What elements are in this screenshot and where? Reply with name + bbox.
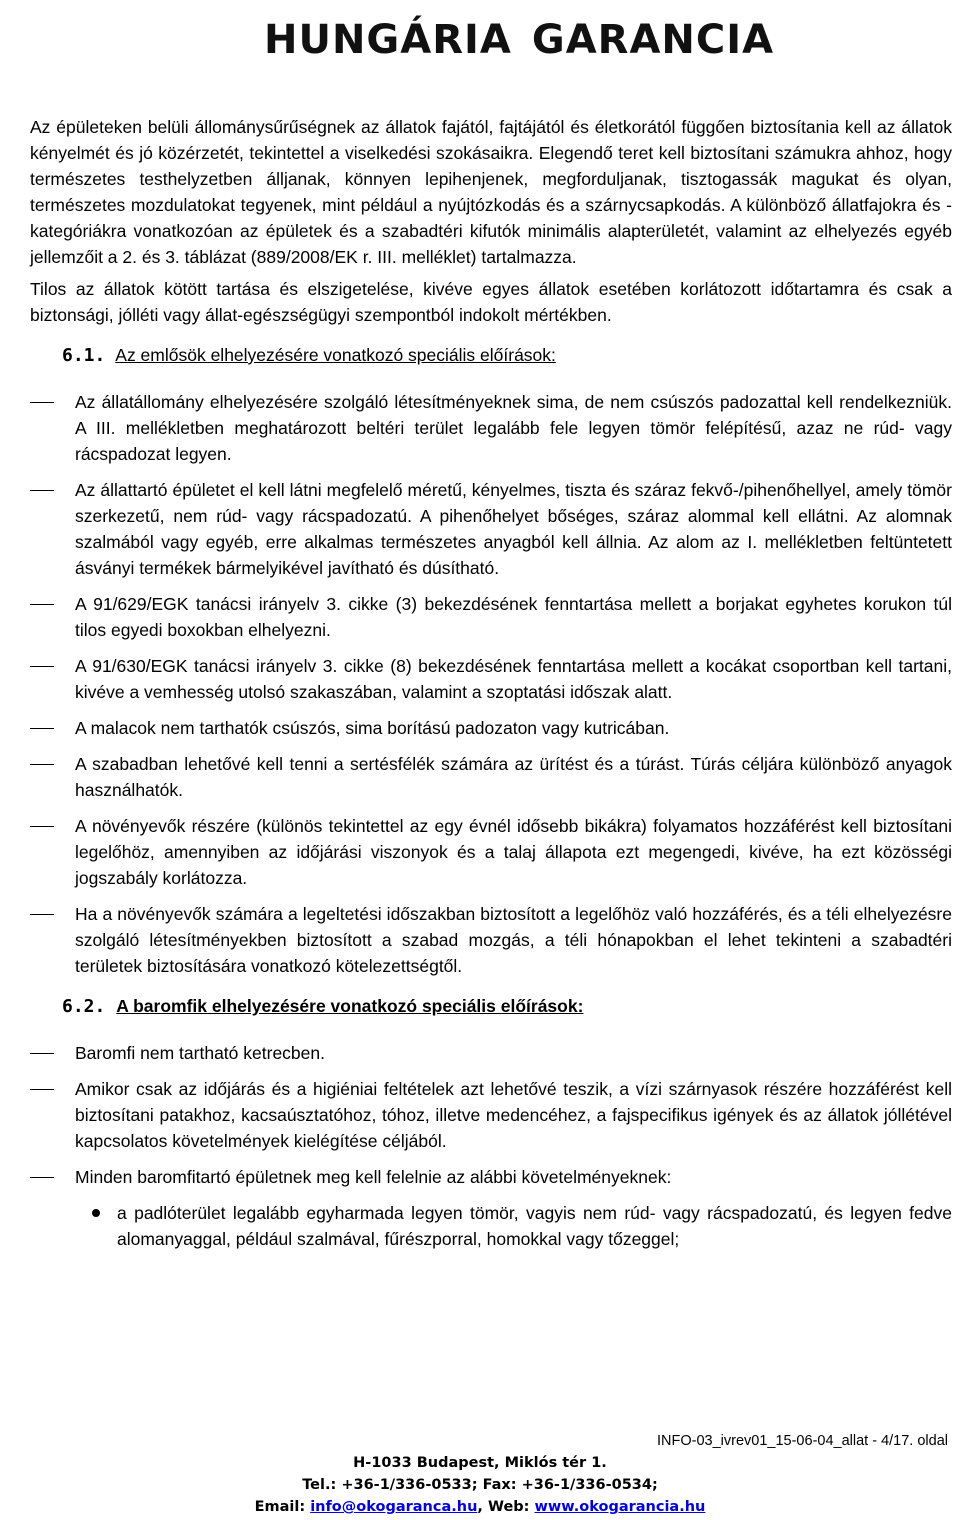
page-number-info: INFO-03_ivrev01_15-06-04_allat - 4/17. oldal [657,1433,948,1449]
web-label: , Web: [477,1499,535,1515]
footer-phone: Tel.: +36-1/336-0533; Fax: +36-1/336-0534; [302,1477,658,1493]
intro-paragraph-2: Tilos az állatok kötött tartása és elszigetelése, kivéve egyes állatok esetében korlátozott időtartamra és csak a biztonsági, jólléti vagy állat-egészségügyi szempontból indokolt mértékben. [30,279,952,325]
list-item [30,1076,952,1154]
page-header [0,0,960,80]
document-body [30,114,952,1252]
page-footer [0,1452,960,1518]
list-item-text: A malacok nem tarthatók csúszós, sima borítású padozaton vagy kutricában. [75,718,670,738]
list-item [30,1040,952,1066]
list-item [30,389,952,467]
footer-contact [0,1496,960,1518]
list-item-text: Az állattartó épületet el kell látni megfelelő méretű, kényelmes, tiszta és száraz fekvő-/pihenőhellyel, amely tömör szerkezetű, nem rúd- vagy rácspadozatú. A pihenőhelyet bőséges, száraz alommal kell ellátni. Az alomnak szalmából vagy egyéb, erre alkalmas természetes anyagból kell állnia. Az alom az I. mellékletben feltüntetett ásványi termékek bármelyikével javítható és dúsítható. [75,480,952,578]
section-2-list [30,1040,952,1190]
list-item-text: A növényevők részére (különös tekintettel az egy évnél idősebb bikákra) folyamatos hozzáférést kell biztosítani legelőhöz, amennyiben az időjárási viszonyok és a talaj állapota ezt megengedi, kivéve, ha ezt közösségi jogszabály korlátozza. [75,816,952,888]
section-2-sublist [30,1200,952,1252]
section-title: Az emlősök elhelyezésére vonatkozó speciális előírások: [115,345,556,365]
list-item-text: Minden baromfitartó épületnek meg kell felelnie az alábbi követelményeknek: [75,1167,672,1187]
list-item-text: Az állatállomány elhelyezésére szolgáló létesítményeknek sima, de nem csúszós padozattal kell rendelkezniük. A III. mellékletben meghatározott beltéri terület legalább fele legyen tömör felépítésű, azaz ne rúd- vagy rácspadozat legyen. [75,392,952,464]
round-bullet-icon [92,1209,100,1217]
list-item [30,813,952,891]
email-label: Email: [254,1499,311,1515]
list-item [30,1164,952,1190]
email-link[interactable]: info@okogaranca.hu [310,1499,478,1515]
logo-word-hungaria: HUNGÁRIA [264,17,512,63]
list-item [30,477,952,581]
company-logo [264,2,775,78]
list-item-text: A 91/629/EGK tanácsi irányelv 3. cikke (3) bekezdésének fenntartása mellett a borjakat egyhetes korukon túl tilos egyedi boxokban elhelyezni. [75,594,952,640]
intro-paragraph-1: Az épületeken belüli állománysűrűségnek az állatok fajától, fajtájától és életkorától függően biztosítania kell az állatok kényelmét és jó közérzetét, tekintettel a viselkedési szokásaikra. Elegendő teret kell biztosítani számukra ahhoz, hogy természetes testhelyzetben álljanak, könnyen lepihenjenek, megforduljanak, tisztogassák magukat és olyan, természetes mozdulatokat tegyenek, mint például a nyújtózkodás és a szárnycsapkodás. A különböző állatfajokra és -kategóriákra vonatkozóan az épületek és a szabadtéri kifutók minimális alapterületét, valamint az elhelyezés egyéb jellemzőit a 2. és 3. táblázat (889/2008/EK r. III. melléklet) tartalmazza. [30,117,952,267]
section-number: 6.1. [62,345,106,366]
list-item-text: Baromfi nem tartható ketrecben. [75,1043,325,1063]
list-item [30,591,952,643]
section-number: 6.2. [62,996,106,1017]
section-title: A baromfik elhelyezésére vonatkozó speciális előírások: [116,996,584,1016]
section-1-list [30,389,952,979]
list-item [30,901,952,979]
section-heading-6-2 [62,993,952,1020]
list-item-text: A 91/630/EGK tanácsi irányelv 3. cikke (8) bekezdésének fenntartása mellett a kocákat csoportban kell tartani, kivéve a vemhesség utolsó szakaszában, valamint a szoptatási időszak alatt. [75,656,952,702]
list-item [30,653,952,705]
footer-address: H-1033 Budapest, Miklós tér 1. [353,1455,607,1471]
section-heading-6-1 [62,342,952,369]
sub-list-item [30,1200,952,1252]
logo-word-garancia: GARANCIA [531,17,775,63]
web-link[interactable]: www.okogarancia.hu [534,1499,706,1515]
list-item-text: Ha a növényevők számára a legeltetési időszakban biztosított a legelőhöz való hozzáférés, és a téli elhelyezésre szolgáló létesítményekben biztosított a szabad mozgás, a téli hónapokban el lehet tekinteni a szabadtéri területek biztosítására vonatkozó kötelezettségtől. [75,904,952,976]
list-item [30,751,952,803]
sub-list-item-text: a padlóterület legalább egyharmada legyen tömör, vagyis nem rúd- vagy rácspadozatú, és legyen fedve alomanyaggal, például szalmával, fűrészporral, homokkal vagy tőzeggel; [117,1203,952,1249]
list-item-text: Amikor csak az időjárás és a higiéniai feltételek azt lehetővé teszik, a vízi szárnyasok részére hozzáférést kell biztosítani patakhoz, kacsaúsztatóhoz, tóhoz, illetve medencéhez, a fajspecifikus igények és az állatok jóllétével kapcsolatos követelmények kielégítése céljából. [75,1079,952,1151]
list-item [30,715,952,741]
list-item-text: A szabadban lehetővé kell tenni a sertésfélék számára az ürítést és a túrást. Túrás céljára különböző anyagok használhatók. [75,754,952,800]
